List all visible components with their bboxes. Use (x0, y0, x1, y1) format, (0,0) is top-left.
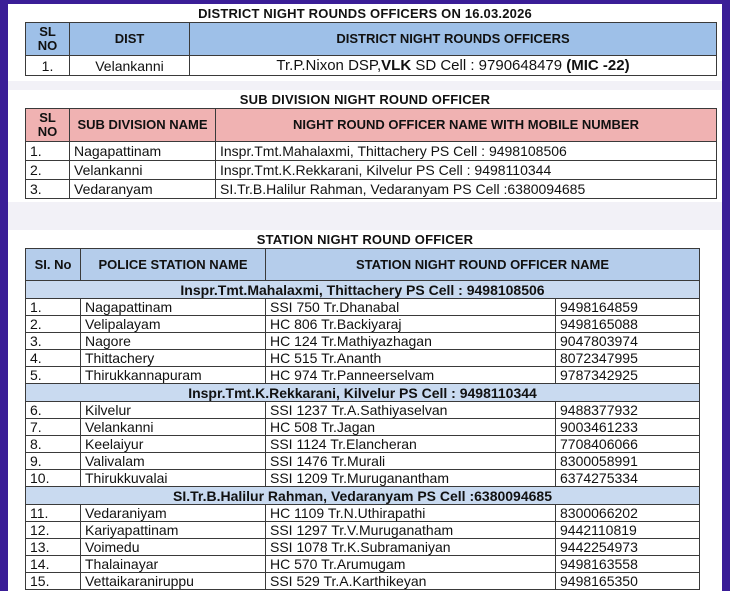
cell-sl: 4. (26, 350, 81, 367)
cell-sl: 1. (26, 56, 70, 76)
cell-sl: 1. (26, 299, 81, 316)
cell-officer: HC 974 Tr.Panneerselvam (266, 367, 556, 384)
cell-officer: HC 570 Tr.Arumugam (266, 556, 556, 573)
cell-mobile: 9047803974 (556, 333, 700, 350)
district-table (25, 22, 717, 76)
cell-officer: SSI 1476 Tr.Murali (266, 453, 556, 470)
officer-name-text: Tr.P.Nixon DSP, (276, 57, 382, 74)
cell-mobile: 7708406066 (556, 436, 700, 453)
cell-mobile: 9787342925 (556, 367, 700, 384)
header-district-officers: DISTRICT NIGHT ROUNDS OFFICERS (190, 23, 717, 56)
cell-station: Kilvelur (81, 402, 266, 419)
subdivision-header-row (26, 109, 717, 142)
frame-left-border (0, 0, 8, 591)
table-row (26, 436, 700, 453)
group-heading: Inspr.Tmt.K.Rekkarani, Kilvelur PS Cell : 9498110344 (26, 384, 700, 402)
header-sl-no: SL NO (26, 23, 70, 56)
cell-sl: 2. (26, 161, 70, 180)
cell-sl: 7. (26, 419, 81, 436)
cell-officer: HC 1109 Tr.N.Uthirapathi (266, 505, 556, 522)
station-table (25, 248, 700, 590)
cell-officer: HC 806 Tr.Backiyaraj (266, 316, 556, 333)
table-row (26, 522, 700, 539)
header-night-round-officer: NIGHT ROUND OFFICER NAME WITH MOBILE NUMBER (216, 109, 717, 142)
cell-sl: 13. (26, 539, 81, 556)
cell-sl: 5. (26, 367, 81, 384)
cell-station: Velipalayam (81, 316, 266, 333)
cell-dist: Velankanni (70, 56, 190, 76)
cell-sl: 8. (26, 436, 81, 453)
cell-district-officer (190, 56, 717, 76)
district-section (8, 4, 722, 81)
cell-sl: 6. (26, 402, 81, 419)
cell-officer: SSI 1078 Tr.K.Subramaniyan (266, 539, 556, 556)
group-heading: Inspr.Tmt.Mahalaxmi, Thittachery PS Cell : 9498108506 (26, 281, 700, 299)
cell-mobile: 8300066202 (556, 505, 700, 522)
table-row (26, 56, 717, 76)
cell-officer: SSI 750 Tr.Dhanabal (266, 299, 556, 316)
table-row (26, 333, 700, 350)
cell-subdivision-name: Nagapattinam (70, 142, 216, 161)
cell-mobile: 9488377932 (556, 402, 700, 419)
cell-subdivision-name: Velankanni (70, 161, 216, 180)
cell-station: Thittachery (81, 350, 266, 367)
cell-officer: SSI 1297 Tr.V.Muruganatham (266, 522, 556, 539)
station-section (8, 230, 722, 591)
header-sl-no: SL NO (26, 109, 70, 142)
cell-sl: 1. (26, 142, 70, 161)
table-row (26, 350, 700, 367)
cell-mobile: 9498165088 (556, 316, 700, 333)
cell-sl: 3. (26, 180, 70, 199)
cell-station: Thalainayar (81, 556, 266, 573)
header-subdivision-name: SUB DIVISION NAME (70, 109, 216, 142)
cell-officer: Inspr.Tmt.Mahalaxmi, Thittachery PS Cell : 9498108506 (216, 142, 717, 161)
station-title: STATION NIGHT ROUND OFFICER (256, 232, 474, 247)
table-row (26, 419, 700, 436)
cell-mobile: 8072347995 (556, 350, 700, 367)
section-gap (8, 202, 722, 230)
table-row (26, 142, 717, 161)
cell-station: Velankanni (81, 419, 266, 436)
header-dist: DIST (70, 23, 190, 56)
table-row (26, 539, 700, 556)
cell-station: Nagapattinam (81, 299, 266, 316)
subdivision-section (8, 90, 722, 202)
table-row (26, 180, 717, 199)
cell-officer: SSI 1124 Tr.Elancheran (266, 436, 556, 453)
cell-station: Vedaraniyam (81, 505, 266, 522)
cell-sl: 10. (26, 470, 81, 487)
cell-station: Voimedu (81, 539, 266, 556)
station-header-row (26, 249, 700, 281)
cell-mobile: 9498163558 (556, 556, 700, 573)
district-title: DISTRICT NIGHT ROUNDS OFFICERS ON 16.03.2026 (198, 6, 532, 21)
cell-sl: 2. (26, 316, 81, 333)
header-police-station-name: POLICE STATION NAME (81, 249, 266, 281)
district-header-row (26, 23, 717, 56)
table-row (26, 299, 700, 316)
group-heading-row (26, 487, 700, 505)
cell-mobile: 9498164859 (556, 299, 700, 316)
table-row (26, 556, 700, 573)
table-row (26, 367, 700, 384)
cell-subdivision-name: Vedaranyam (70, 180, 216, 199)
cell-officer: HC 508 Tr.Jagan (266, 419, 556, 436)
cell-officer: SSI 1237 Tr.A.Sathiyaselvan (266, 402, 556, 419)
cell-mobile: 6374275334 (556, 470, 700, 487)
table-row (26, 402, 700, 419)
cell-officer: Inspr.Tmt.K.Rekkarani, Kilvelur PS Cell : 9498110344 (216, 161, 717, 180)
cell-mobile: 9442254973 (556, 539, 700, 556)
frame-right-border (722, 0, 730, 591)
officer-tag-text: (MIC -22) (566, 57, 630, 74)
group-heading: SI.Tr.B.Halilur Rahman, Vedaranyam PS Cell :6380094685 (26, 487, 700, 505)
subdivision-table (25, 108, 717, 199)
header-sl-no: SI. No (26, 249, 81, 281)
header-station-officer-name: STATION NIGHT ROUND OFFICER NAME (266, 249, 700, 281)
officer-cell-text: SD Cell : 9790648479 (411, 57, 567, 74)
cell-mobile: 9498165350 (556, 573, 700, 590)
cell-officer: SI.Tr.B.Halilur Rahman, Vedaranyam PS Cell :6380094685 (216, 180, 717, 199)
cell-mobile: 8300058991 (556, 453, 700, 470)
cell-officer: HC 124 Tr.Mathiyazhagan (266, 333, 556, 350)
cell-sl: 15. (26, 573, 81, 590)
cell-station: Vettaikaraniruppu (81, 573, 266, 590)
cell-sl: 11. (26, 505, 81, 522)
table-row (26, 453, 700, 470)
section-gap (8, 81, 722, 90)
cell-officer: SSI 1209 Tr.Muruganantham (266, 470, 556, 487)
cell-station: Kariyapattinam (81, 522, 266, 539)
table-row (26, 316, 700, 333)
table-row (26, 470, 700, 487)
cell-station: Valivalam (81, 453, 266, 470)
cell-sl: 9. (26, 453, 81, 470)
cell-mobile: 9442110819 (556, 522, 700, 539)
cell-sl: 12. (26, 522, 81, 539)
subdivision-title: SUB DIVISION NIGHT ROUND OFFICER (239, 92, 491, 107)
cell-station: Thirukkannapuram (81, 367, 266, 384)
group-heading-row (26, 281, 700, 299)
table-row (26, 161, 717, 180)
cell-sl: 14. (26, 556, 81, 573)
table-row (26, 573, 700, 590)
group-heading-row (26, 384, 700, 402)
cell-mobile: 9003461233 (556, 419, 700, 436)
table-row (26, 505, 700, 522)
cell-officer: HC 515 Tr.Ananth (266, 350, 556, 367)
cell-sl: 3. (26, 333, 81, 350)
cell-station: Nagore (81, 333, 266, 350)
cell-station: Keelaiyur (81, 436, 266, 453)
officer-unit-text: VLK (381, 57, 412, 74)
cell-officer: SSI 529 Tr.A.Karthikeyan (266, 573, 556, 590)
cell-station: Thirukkuvalai (81, 470, 266, 487)
